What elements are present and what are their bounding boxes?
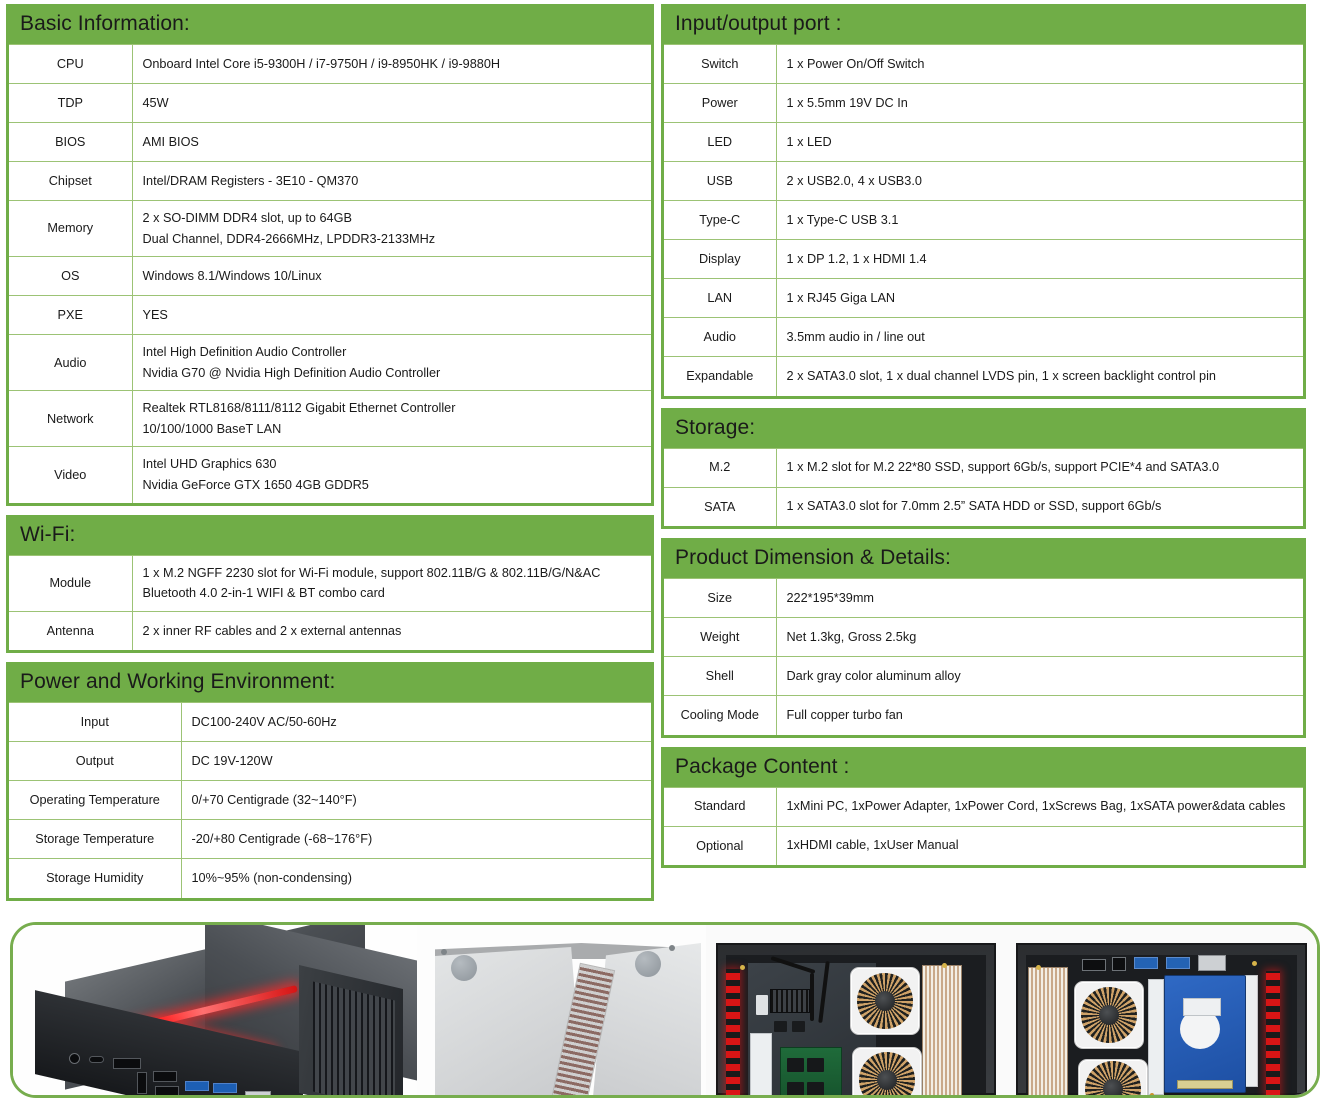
cooling-fan-lower	[852, 1047, 922, 1095]
row-key: TDP	[9, 84, 132, 123]
chassis-interior	[726, 955, 986, 1093]
row-value	[132, 296, 651, 335]
m2-ssd-module	[750, 1033, 772, 1095]
value-line: 1 x Type-C USB 3.1	[786, 212, 899, 227]
row-key: Weight	[664, 618, 776, 657]
table-row	[9, 781, 651, 820]
row-key: Memory	[9, 201, 132, 257]
row-value	[776, 448, 1303, 487]
row-value	[776, 162, 1303, 201]
section-title-product-dimension-details: Product Dimension & Details:	[661, 538, 1306, 578]
table-row	[9, 123, 651, 162]
table-row	[664, 826, 1303, 865]
row-value	[776, 279, 1303, 318]
row-key: Cooling Mode	[664, 696, 776, 735]
mini-pc-front-angle-image	[13, 925, 417, 1095]
rear-usb3-port-1	[1134, 957, 1158, 969]
value-line: Intel High Definition Audio Controller	[142, 345, 347, 360]
value-line: Intel UHD Graphics 630	[142, 457, 277, 472]
table-row	[9, 555, 651, 611]
copper-heatsink-fins	[922, 965, 962, 1095]
value-line: Windows 8.1/Windows 10/Linux	[142, 268, 322, 283]
row-key: Expandable	[664, 357, 776, 396]
row-value	[776, 579, 1303, 618]
row-value	[776, 487, 1303, 526]
row-value	[776, 657, 1303, 696]
row-value	[132, 335, 651, 391]
table-input-output-port	[664, 44, 1303, 396]
row-key: M.2	[664, 448, 776, 487]
table-power-working-environment	[9, 702, 651, 898]
row-key: Output	[9, 742, 181, 781]
value-line: Onboard Intel Core i5-9300H / i7-9750H / i9-8950HK / i9-9880H	[142, 56, 501, 71]
table-row	[664, 162, 1303, 201]
row-value	[132, 447, 651, 503]
row-value	[181, 859, 651, 898]
chassis-interior	[1026, 955, 1297, 1093]
row-key: Audio	[664, 318, 776, 357]
chassis-side-vent-fins	[313, 982, 395, 1095]
product-photo-bottom-panel	[417, 925, 706, 1095]
table-row	[9, 703, 651, 742]
value-line: DC 19V-120W	[191, 753, 273, 768]
sata-connector	[1177, 1080, 1233, 1089]
memory-chip	[807, 1058, 824, 1072]
row-key: PXE	[9, 296, 132, 335]
chassis-screw	[740, 965, 745, 970]
value-line: 1xHDMI cable, 1xUser Manual	[786, 838, 959, 853]
row-key: Switch	[664, 45, 776, 84]
so-dimm-memory-module	[780, 1047, 842, 1095]
memory-chip	[787, 1082, 804, 1095]
table-row	[664, 579, 1303, 618]
chassis-screw	[1036, 965, 1041, 970]
table-package-content	[664, 787, 1303, 866]
screw-left	[441, 949, 447, 955]
table-row	[664, 123, 1303, 162]
fan-hub	[875, 991, 895, 1011]
row-key: Antenna	[9, 611, 132, 650]
row-value	[132, 45, 651, 84]
section-power-working-environment	[6, 662, 654, 901]
fan-hub	[1103, 1079, 1123, 1095]
table-row	[9, 859, 651, 898]
value-line: 1xMini PC, 1xPower Adapter, 1xPower Cord, 1xScrews Bag, 1xSATA power&data cables	[786, 799, 1286, 814]
row-key: Storage Humidity	[9, 859, 181, 898]
cooling-fan-upper	[1074, 981, 1144, 1049]
value-line: Dual Channel, DDR4-2666MHz, LPDDR3-2133MHz	[142, 231, 436, 246]
section-title-basic-information: Basic Information:	[6, 4, 654, 44]
audio-jack-port	[69, 1053, 80, 1064]
section-package-content	[661, 747, 1306, 869]
value-line: 1 x M.2 NGFF 2230 slot for Wi-Fi module, support 802.11B/G & 802.11B/G/N&AC	[142, 565, 601, 580]
table-row	[664, 84, 1303, 123]
table-row	[664, 279, 1303, 318]
section-title-package-content: Package Content :	[661, 747, 1306, 787]
table-row	[9, 447, 651, 503]
row-key: BIOS	[9, 123, 132, 162]
row-key: Type-C	[664, 201, 776, 240]
row-key: Power	[664, 84, 776, 123]
row-value	[132, 257, 651, 296]
row-value	[776, 787, 1303, 826]
memory-chip	[787, 1058, 804, 1072]
row-value	[776, 240, 1303, 279]
value-line: YES	[142, 307, 168, 322]
hdd-bracket-left	[1148, 979, 1164, 1095]
row-value	[776, 84, 1303, 123]
row-key: OS	[9, 257, 132, 296]
value-line: AMI BIOS	[142, 134, 199, 149]
copper-heatsink-fins	[1028, 967, 1068, 1095]
table-wrapper-dimension	[661, 578, 1306, 738]
row-key: Standard	[664, 787, 776, 826]
row-key: Display	[664, 240, 776, 279]
value-line: 222*195*39mm	[786, 590, 874, 605]
value-line: 10%~95% (non-condensing)	[191, 871, 352, 886]
section-storage	[661, 408, 1306, 530]
section-title-wifi: Wi-Fi:	[6, 515, 654, 555]
chipset-heatsink	[770, 989, 810, 1013]
value-line: 0/+70 Centigrade (32~140°F)	[191, 792, 357, 807]
chassis-screw	[942, 963, 947, 968]
table-row	[664, 45, 1303, 84]
row-value	[132, 162, 651, 201]
internal-wiring	[810, 973, 814, 1021]
mini-pc-internals-hdd-image	[1006, 925, 1317, 1095]
value-line: 2 x SATA3.0 slot, 1 x dual channel LVDS pin, 1 x screen backlight control pin	[786, 368, 1216, 383]
table-row	[9, 162, 651, 201]
table-row	[664, 487, 1303, 526]
section-title-input-output-port: Input/output port :	[661, 4, 1306, 44]
table-row	[664, 696, 1303, 735]
table-row	[9, 45, 651, 84]
row-value	[132, 84, 651, 123]
table-storage	[664, 448, 1303, 527]
row-key: Chipset	[9, 162, 132, 201]
value-line: 3.5mm audio in / line out	[786, 329, 925, 344]
usb2-port-lower	[155, 1086, 179, 1095]
row-key: Network	[9, 391, 132, 447]
cooling-fan-lower	[1078, 1059, 1148, 1095]
usb2-port-upper	[153, 1071, 177, 1082]
row-value	[181, 820, 651, 859]
rubber-foot-right	[635, 951, 661, 977]
row-value	[776, 826, 1303, 865]
row-key: Input	[9, 703, 181, 742]
row-key: Module	[9, 555, 132, 611]
mainboard-component	[792, 1021, 805, 1032]
mini-pc-internals-mainboard-image	[706, 925, 1006, 1095]
hdd-label	[1183, 998, 1221, 1016]
value-line: 45W	[142, 95, 169, 110]
product-photo-strip	[10, 922, 1320, 1098]
mini-pc-bottom-panel-image	[417, 925, 706, 1095]
sata-hard-drive	[1164, 975, 1246, 1093]
table-row	[9, 611, 651, 650]
row-key: USB	[664, 162, 776, 201]
value-line: -20/+80 Centigrade (-68~176°F)	[191, 831, 373, 846]
row-value	[181, 703, 651, 742]
row-key: Shell	[664, 657, 776, 696]
table-row	[664, 318, 1303, 357]
table-row	[664, 657, 1303, 696]
row-value	[776, 45, 1303, 84]
cooling-fan-upper	[850, 967, 920, 1035]
internal-red-led-strip	[1266, 971, 1280, 1095]
rear-usb2-port	[1082, 959, 1106, 971]
row-value	[776, 123, 1303, 162]
value-line: 1 x DP 1.2, 1 x HDMI 1.4	[786, 251, 927, 266]
value-line: Intel/DRAM Registers - 3E10 - QM370	[142, 173, 359, 188]
table-wrapper-wifi	[6, 555, 654, 654]
row-key: LED	[664, 123, 776, 162]
rear-rj45-lan-port	[1198, 955, 1226, 971]
row-key: Optional	[664, 826, 776, 865]
value-line: Nvidia GeForce GTX 1650 4GB GDDR5	[142, 478, 369, 493]
mainboard-capacitor	[756, 995, 768, 1015]
value-line: Dark gray color aluminum alloy	[786, 668, 961, 683]
open-chassis-frame	[1016, 943, 1307, 1095]
product-photo-internals-mainboard	[706, 925, 1006, 1095]
section-wifi	[6, 515, 654, 654]
section-title-power-working-environment: Power and Working Environment:	[6, 662, 654, 702]
row-value	[776, 201, 1303, 240]
usb3-port-3	[213, 1083, 237, 1093]
row-value	[132, 391, 651, 447]
row-key: Size	[664, 579, 776, 618]
value-line: 2 x USB2.0, 4 x USB3.0	[786, 173, 922, 188]
value-line: 1 x RJ45 Giga LAN	[786, 290, 896, 305]
value-line: 1 x M.2 slot for M.2 22*80 SSD, support 6Gb/s, support PCIE*4 and SATA3.0	[786, 460, 1220, 475]
row-key: CPU	[9, 45, 132, 84]
value-line: Bluetooth 4.0 2-in-1 WIFI & BT combo card	[142, 586, 385, 601]
right-column	[661, 4, 1306, 877]
value-line: 1 x SATA3.0 slot for 7.0mm 2.5” SATA HDD or SSD, support 6Gb/s	[786, 499, 1162, 514]
table-wrapper-power	[6, 702, 654, 901]
row-value	[181, 781, 651, 820]
table-row	[9, 742, 651, 781]
value-line: 10/100/1000 BaseT LAN	[142, 421, 282, 436]
memory-chip	[807, 1082, 824, 1095]
displayport-port	[113, 1058, 141, 1069]
rubber-foot-left	[451, 955, 477, 981]
row-value	[776, 696, 1303, 735]
value-line: Net 1.3kg, Gross 2.5kg	[786, 629, 917, 644]
type-c-port	[89, 1056, 104, 1063]
fan-hub	[1099, 1005, 1119, 1025]
table-row	[664, 201, 1303, 240]
product-photo-internals-hdd	[1006, 925, 1317, 1095]
row-key: Audio	[9, 335, 132, 391]
value-line: DC100-240V AC/50-60Hz	[191, 714, 337, 729]
row-value	[776, 318, 1303, 357]
screw-right	[669, 945, 675, 951]
left-column	[6, 4, 654, 910]
table-wrapper-basic-information	[6, 44, 654, 506]
row-key: Storage Temperature	[9, 820, 181, 859]
value-line: Full copper turbo fan	[786, 707, 903, 722]
chassis-screw	[1252, 961, 1257, 966]
section-product-dimension-details	[661, 538, 1306, 738]
table-row	[9, 820, 651, 859]
table-row	[664, 618, 1303, 657]
table-wifi	[9, 555, 651, 651]
table-row	[664, 787, 1303, 826]
value-line: 1 x Power On/Off Switch	[786, 56, 925, 71]
rear-power-jack	[1112, 957, 1126, 971]
table-row	[9, 296, 651, 335]
row-key: SATA	[664, 487, 776, 526]
rj45-lan-port	[245, 1091, 271, 1095]
mainboard-component	[774, 1021, 787, 1032]
hdmi-port	[137, 1072, 147, 1094]
table-row	[9, 391, 651, 447]
row-value	[132, 611, 651, 650]
row-key: LAN	[664, 279, 776, 318]
table-wrapper-storage	[661, 448, 1306, 530]
table-row	[9, 84, 651, 123]
table-row	[664, 448, 1303, 487]
open-chassis-frame	[716, 943, 996, 1095]
table-basic-information	[9, 44, 651, 503]
table-wrapper-package	[661, 787, 1306, 869]
row-value	[776, 357, 1303, 396]
value-line: 1 x 5.5mm 19V DC In	[786, 95, 908, 110]
table-row	[664, 357, 1303, 396]
usb3-port-1	[185, 1081, 209, 1091]
value-line: 1 x LED	[786, 134, 832, 149]
fan-hub	[877, 1070, 897, 1090]
internal-wiring	[1150, 1093, 1154, 1095]
row-value	[181, 742, 651, 781]
product-photo-front-angle	[13, 925, 417, 1095]
value-line: Nvidia G70 @ Nvidia High Definition Audio Controller	[142, 365, 441, 380]
row-value	[132, 123, 651, 162]
value-line: 2 x inner RF cables and 2 x external antennas	[142, 623, 402, 638]
value-line: 2 x SO-DIMM DDR4 slot, up to 64GB	[142, 211, 352, 225]
internal-red-led-strip	[726, 969, 740, 1095]
row-key: Video	[9, 447, 132, 503]
table-product-dimension-details	[664, 578, 1303, 735]
rear-usb3-port-2	[1166, 957, 1190, 969]
table-row	[9, 335, 651, 391]
row-value	[132, 201, 651, 257]
section-title-storage: Storage:	[661, 408, 1306, 448]
row-value	[132, 555, 651, 611]
section-basic-information	[6, 4, 654, 506]
table-row	[664, 240, 1303, 279]
section-input-output-port	[661, 4, 1306, 399]
value-line: Realtek RTL8168/8111/8112 Gigabit Ethernet Controller	[142, 401, 456, 416]
table-row	[9, 201, 651, 257]
table-row	[9, 257, 651, 296]
row-key: Operating Temperature	[9, 781, 181, 820]
row-value	[776, 618, 1303, 657]
table-wrapper-io	[661, 44, 1306, 399]
